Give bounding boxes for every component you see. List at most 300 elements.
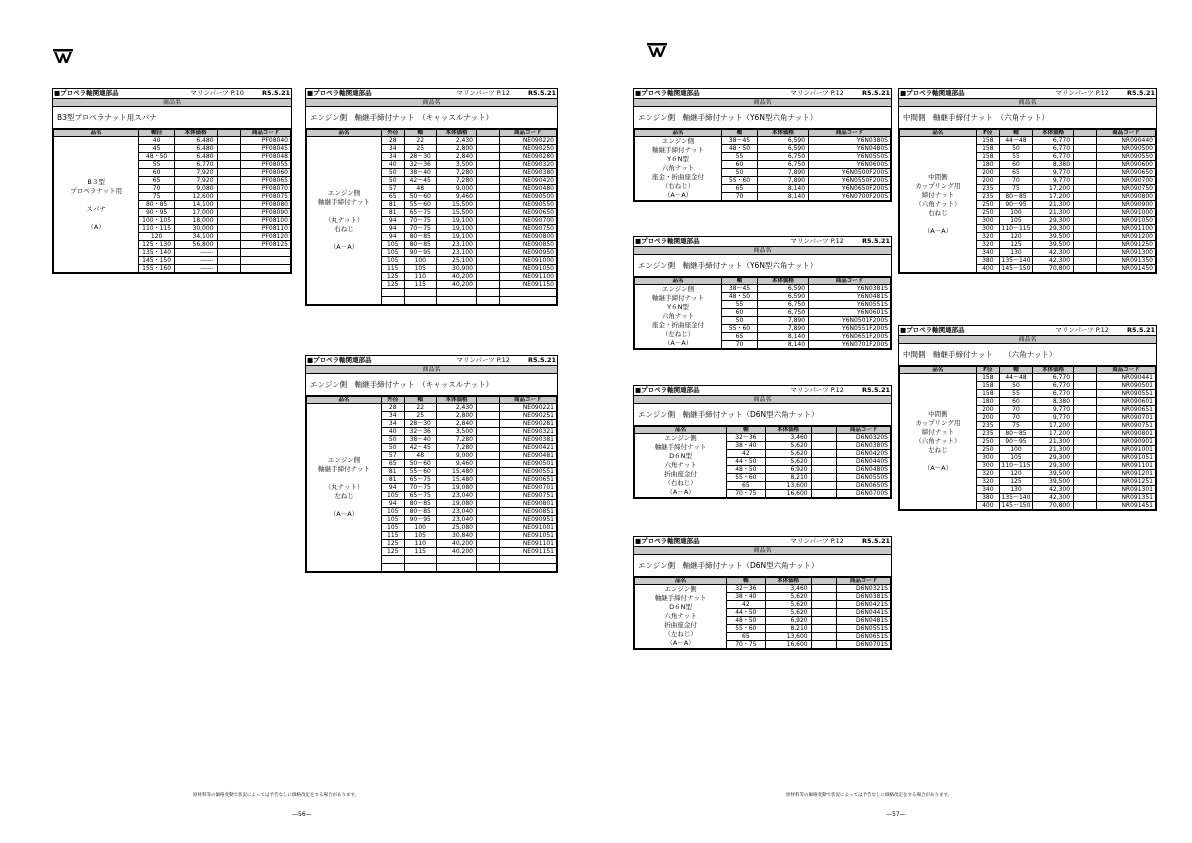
- size-value: 50: [382, 177, 405, 185]
- product-code: Y6N0381S: [809, 285, 891, 293]
- size-value: [1074, 161, 1097, 169]
- price-value: 15,500: [437, 201, 477, 209]
- product-code: Y6N0600S: [809, 161, 891, 169]
- size-value: 158: [976, 382, 999, 390]
- catalog-reference: マリンパーツ P.12: [456, 89, 510, 97]
- price-value: 6,480: [174, 153, 217, 161]
- size-value: [217, 169, 241, 177]
- size-value: 81: [382, 476, 405, 484]
- price-value: 39,500: [1033, 233, 1074, 241]
- size-value: 42～45: [404, 177, 437, 185]
- product-name-line: エンジン側: [661, 285, 695, 293]
- size-value: [811, 458, 837, 466]
- size-value: [477, 289, 500, 297]
- size-value: 94: [382, 233, 405, 241]
- size-value: [477, 257, 500, 265]
- size-value: [1074, 193, 1097, 201]
- size-value: [382, 564, 405, 572]
- table-header-row: [307, 130, 557, 137]
- size-value: 90～95: [999, 201, 1032, 209]
- size-value: [477, 420, 500, 428]
- table-header-row: [54, 130, 291, 137]
- product-name-line: 軸継手締付ナット: [318, 465, 370, 473]
- product-name-line: （A－A）: [666, 639, 695, 647]
- product-name-cell: [900, 374, 977, 510]
- size-value: 158: [976, 145, 999, 153]
- price-value: 30,000: [174, 225, 217, 233]
- product-code: NE091001: [499, 524, 557, 532]
- product-name-line: [308, 234, 380, 243]
- size-value: 130: [999, 486, 1032, 494]
- size-value: 70・75: [727, 490, 765, 498]
- size-value: 65～75: [404, 209, 437, 217]
- size-value: 100・105: [139, 217, 175, 225]
- product-code: NE090501: [499, 460, 557, 468]
- price-value: 6,770: [1033, 153, 1074, 161]
- size-value: 94: [382, 500, 405, 508]
- size-value: 65: [999, 169, 1032, 177]
- size-value: 135～140: [999, 494, 1032, 502]
- size-value: 32～36: [727, 585, 765, 593]
- size-value: [477, 265, 500, 273]
- price-value: 19,100: [437, 225, 477, 233]
- size-value: 130: [999, 249, 1032, 257]
- product-code: Y6N0481S: [809, 293, 891, 301]
- product-code: D6N0701S: [837, 641, 891, 649]
- product-name-line: プロペラナット用: [70, 186, 123, 195]
- size-value: 60: [999, 161, 1032, 169]
- size-value: 115: [382, 532, 405, 540]
- product-code: D6N0441S: [837, 609, 891, 617]
- price-value: 7,920: [174, 169, 217, 177]
- price-value: 40,200: [437, 281, 477, 289]
- size-value: 158: [976, 390, 999, 398]
- product-code: PF08060: [241, 169, 291, 177]
- size-value: [1074, 374, 1097, 382]
- product-code: NR090551: [1097, 390, 1156, 398]
- size-value: 38～40: [404, 436, 437, 444]
- product-code: D6N0480S: [837, 466, 891, 474]
- product-title: エンジン側 軸継手締付ナット （キャッスルナット）: [306, 107, 557, 129]
- product-code: NE090851: [499, 508, 557, 516]
- column-header: [1074, 130, 1097, 137]
- product-code: NR091101: [1097, 462, 1156, 470]
- price-value: 42,300: [1033, 494, 1074, 502]
- size-value: 50: [722, 169, 758, 177]
- size-value: 125: [382, 273, 405, 281]
- brand-logo-icon: [52, 48, 74, 64]
- size-value: [1074, 478, 1097, 486]
- price-value: 19,080: [437, 484, 477, 492]
- product-name-line: Y６N型: [667, 155, 689, 163]
- size-value: 50: [382, 444, 405, 452]
- size-value: 94: [382, 217, 405, 225]
- product-name-line: （六角ナット）: [915, 437, 961, 445]
- price-value: 7,890: [757, 317, 808, 325]
- product-name-line: エンジン側: [664, 585, 697, 593]
- size-value: 340: [976, 249, 999, 257]
- product-name-line: 座金・折曲座金付: [652, 173, 705, 181]
- product-name-line: （右ねじ）: [661, 182, 695, 190]
- size-value: 115: [382, 265, 405, 273]
- size-value: 25: [404, 145, 437, 153]
- size-value: [1074, 153, 1097, 161]
- product-name-line: 中間側: [928, 410, 948, 418]
- product-name-line: 座金・折曲座金付: [652, 321, 705, 329]
- size-value: 135・140: [139, 249, 175, 257]
- size-value: 320: [976, 241, 999, 249]
- product-name-line: 右ねじ: [928, 209, 948, 217]
- product-code: NE090250: [499, 145, 557, 153]
- price-value: 29,300: [1033, 217, 1074, 225]
- price-value: 6,770: [1033, 390, 1074, 398]
- price-value: 40,200: [437, 273, 477, 281]
- product-code: NR090651: [1097, 406, 1156, 414]
- price-table-block: [633, 88, 892, 202]
- price-value: 70,800: [1033, 502, 1074, 510]
- price-table-block: [633, 385, 892, 499]
- product-code: NE090651: [499, 476, 557, 484]
- size-value: 48: [404, 452, 437, 460]
- size-value: [477, 484, 500, 492]
- product-code: D6N0440S: [837, 458, 891, 466]
- product-name-heading: 商品名: [306, 99, 557, 107]
- size-value: [477, 540, 500, 548]
- price-value: 17,200: [1033, 430, 1074, 438]
- product-name-line: 軸継手締付ナット: [652, 294, 704, 302]
- product-name-line: [308, 501, 380, 510]
- product-code: PF08055: [241, 161, 291, 169]
- section-label: ■プロペラ軸関連部品: [900, 326, 965, 334]
- size-value: [1074, 241, 1097, 249]
- size-value: [811, 474, 837, 482]
- product-code: NE090280: [499, 153, 557, 161]
- block-header: [634, 386, 891, 396]
- size-value: 100: [404, 524, 437, 532]
- product-name-line: エンジン側: [327, 189, 361, 197]
- size-value: [811, 641, 837, 649]
- size-value: [1074, 185, 1097, 193]
- product-name-line: 六角ナット: [664, 612, 697, 620]
- size-value: [477, 444, 500, 452]
- product-code: NE091151: [499, 548, 557, 556]
- product-code: PF08080: [241, 201, 291, 209]
- price-value: 23,040: [437, 508, 477, 516]
- column-header: [811, 427, 837, 434]
- revision-date: R5.5.21: [861, 537, 890, 545]
- product-code: PF08110: [241, 225, 291, 233]
- price-value: 39,500: [1033, 241, 1074, 249]
- size-value: [217, 145, 241, 153]
- catalog-reference: マリンパーツ P.12: [790, 89, 844, 97]
- size-value: 200: [976, 177, 999, 185]
- size-value: 50～60: [404, 193, 437, 201]
- size-value: 120: [999, 233, 1032, 241]
- product-name-line: 締付ナット: [921, 191, 955, 199]
- price-value: 17,200: [1033, 185, 1074, 193]
- product-code: NE090320: [499, 161, 557, 169]
- size-value: 65: [722, 185, 758, 193]
- size-value: 48・50: [139, 153, 175, 161]
- price-value: 39,500: [1033, 478, 1074, 486]
- size-value: [811, 466, 837, 474]
- size-value: [477, 476, 500, 484]
- price-value: 3,500: [437, 428, 477, 436]
- size-value: 55・60: [722, 325, 758, 333]
- product-code: NE090751: [499, 492, 557, 500]
- column-header: 軸: [404, 397, 437, 404]
- price-value: 13,600: [765, 482, 811, 490]
- size-value: [477, 297, 500, 305]
- size-value: 55～60: [404, 468, 437, 476]
- column-header: F径: [976, 367, 999, 374]
- size-value: 57: [382, 185, 405, 193]
- size-value: 105: [382, 516, 405, 524]
- product-code: NE090421: [499, 444, 557, 452]
- size-value: 42～45: [404, 444, 437, 452]
- size-value: 80～85: [404, 508, 437, 516]
- size-value: 70～75: [404, 217, 437, 225]
- column-header: [1074, 367, 1097, 374]
- size-value: 400: [976, 502, 999, 510]
- price-value: 6,590: [757, 293, 808, 301]
- size-value: 65: [727, 633, 765, 641]
- product-code: [499, 564, 557, 572]
- size-value: 34: [382, 420, 405, 428]
- product-title: エンジン側 軸継手締付ナット（Y6N型六角ナット）: [634, 107, 891, 129]
- product-code: PF08120: [241, 233, 291, 241]
- size-value: 380: [976, 257, 999, 265]
- size-value: 55・60: [722, 177, 758, 185]
- size-value: [1074, 233, 1097, 241]
- size-value: 105: [999, 217, 1032, 225]
- section-label: ■プロペラ軸関連部品: [307, 89, 372, 97]
- product-code: NE090801: [499, 500, 557, 508]
- size-value: [811, 585, 837, 593]
- product-name-line: （A－A）: [666, 488, 695, 496]
- product-name-line: 軸継手締付ナット: [654, 443, 707, 451]
- size-value: [1074, 446, 1097, 454]
- catalog-reference: マリンパーツ P.10: [190, 89, 244, 97]
- size-value: 105: [404, 532, 437, 540]
- size-value: 200: [976, 406, 999, 414]
- size-value: 50: [722, 317, 758, 325]
- product-title: エンジン側 軸継手締付ナット（D6N型六角ナット）: [634, 555, 891, 577]
- size-value: 32～36: [404, 428, 437, 436]
- size-value: [811, 442, 837, 450]
- product-name-heading: 商品名: [634, 547, 891, 555]
- product-name-line: D６N型: [669, 603, 693, 611]
- product-code: Y6N0701F200S: [809, 341, 891, 349]
- product-name-line: 六角ナット: [664, 461, 697, 469]
- size-value: [1074, 502, 1097, 510]
- column-header: 本体価格: [1033, 130, 1074, 137]
- table-row: [635, 137, 891, 145]
- price-value: 9,460: [437, 460, 477, 468]
- size-value: 100: [999, 209, 1032, 217]
- section-label: ■プロペラ軸関連部品: [635, 386, 700, 394]
- product-name-line: 中間側: [928, 173, 948, 181]
- size-value: [1074, 398, 1097, 406]
- price-value: 16,600: [765, 641, 811, 649]
- price-value: 7,280: [437, 177, 477, 185]
- price-value: 8,210: [765, 625, 811, 633]
- product-name-line: 軸継手締付ナット: [318, 198, 370, 206]
- size-value: 235: [976, 430, 999, 438]
- price-value: 5,620: [765, 458, 811, 466]
- size-value: 100: [999, 446, 1032, 454]
- price-value: 5,620: [765, 442, 811, 450]
- size-value: 380: [976, 494, 999, 502]
- size-value: [217, 241, 241, 249]
- product-code: NE090650: [499, 209, 557, 217]
- product-name-line: （A）: [87, 222, 105, 231]
- size-value: [1074, 249, 1097, 257]
- price-value: 30,900: [437, 265, 477, 273]
- price-value: 3,460: [765, 434, 811, 442]
- product-code: PF08125: [241, 241, 291, 249]
- size-value: [217, 225, 241, 233]
- size-value: [1074, 201, 1097, 209]
- size-value: 158: [976, 137, 999, 145]
- product-name-line: Y６N型: [667, 303, 689, 311]
- size-value: 38・40: [727, 442, 765, 450]
- size-value: [437, 556, 477, 564]
- size-value: 55・60: [727, 625, 765, 633]
- size-value: 60: [722, 309, 758, 317]
- size-value: 34: [382, 153, 405, 161]
- product-code: NR090700: [1097, 177, 1156, 185]
- column-header: 本体価格: [437, 397, 477, 404]
- price-value: 6,770: [174, 161, 217, 169]
- price-value: 5,620: [765, 593, 811, 601]
- product-name-line: D６N型: [669, 452, 693, 460]
- product-code: NR090601: [1097, 398, 1156, 406]
- block-header: [634, 537, 891, 547]
- price-table-block: [305, 88, 558, 306]
- price-value: 8,140: [757, 193, 808, 201]
- product-code: Y6N0551F200S: [809, 325, 891, 333]
- size-value: 55: [722, 301, 758, 309]
- size-value: 158: [976, 374, 999, 382]
- size-value: 22: [404, 404, 437, 412]
- product-code: NR091300: [1097, 249, 1156, 257]
- size-value: 320: [976, 478, 999, 486]
- product-code: NR091001: [1097, 446, 1156, 454]
- price-change-footnote: 原材料等の価格変動で状況によっては予告なしに価格改定をする場合があります。: [786, 793, 953, 798]
- size-value: [477, 185, 500, 193]
- size-value: 80～85: [999, 193, 1032, 201]
- size-value: 125: [382, 281, 405, 289]
- size-value: [811, 490, 837, 498]
- size-value: 70～75: [404, 225, 437, 233]
- revision-date: R5.5.21: [861, 237, 890, 245]
- price-value: 19,100: [437, 217, 477, 225]
- product-code: NR091251: [1097, 478, 1156, 486]
- catalog-reference: マリンパーツ P.12: [790, 537, 844, 545]
- size-value: [477, 281, 500, 289]
- size-value: 48・50: [727, 617, 765, 625]
- product-title: 中間側 軸継手締付ナット （六角ナット）: [899, 344, 1156, 366]
- product-code: Y6N0380S: [809, 137, 891, 145]
- price-change-footnote: 原材料等の価格変動で状況によっては予告なしに価格改定をする場合があります。: [193, 793, 360, 798]
- column-header: 本体価格: [174, 130, 217, 137]
- product-name-line: （A－A）: [923, 227, 953, 235]
- product-code: NR091200: [1097, 233, 1156, 241]
- price-value: 2,800: [437, 145, 477, 153]
- size-value: 55・60: [727, 474, 765, 482]
- product-code: D6N0650S: [837, 482, 891, 490]
- column-header: 品名: [54, 130, 139, 137]
- column-header: [217, 130, 241, 137]
- catalog-reference: マリンパーツ P.12: [1055, 326, 1109, 334]
- product-code: D6N0551S: [837, 625, 891, 633]
- product-code: NR090801: [1097, 430, 1156, 438]
- product-name-line: 六角ナット: [661, 312, 695, 320]
- size-value: [217, 265, 241, 273]
- price-value: 6,590: [757, 285, 808, 293]
- product-title: 中間側 軸継手締付ナット （六角ナット）: [899, 107, 1156, 129]
- product-code: Y6N0550F200S: [809, 177, 891, 185]
- price-value: 8,140: [757, 333, 808, 341]
- size-value: [477, 209, 500, 217]
- product-name-heading: 商品名: [634, 99, 891, 107]
- column-header: 軸: [722, 130, 758, 137]
- product-name-heading: 商品名: [899, 99, 1156, 107]
- price-value: 6,920: [765, 617, 811, 625]
- price-value: 21,300: [1033, 438, 1074, 446]
- price-value: 9,770: [1033, 169, 1074, 177]
- product-code: NE090800: [499, 233, 557, 241]
- product-code: Y6N0651F200S: [809, 333, 891, 341]
- product-code: D6N0321S: [837, 585, 891, 593]
- price-value: 8,380: [1033, 398, 1074, 406]
- product-name-cell: [635, 434, 727, 498]
- section-label: ■プロペラ軸関連部品: [307, 356, 372, 364]
- product-code: Y6N0601S: [809, 309, 891, 317]
- product-name-line: （左ねじ）: [664, 630, 697, 638]
- price-table: [306, 129, 557, 305]
- product-code: PF08100: [241, 217, 291, 225]
- column-header: 商品コード: [1097, 367, 1156, 374]
- column-header: 品名: [307, 130, 382, 137]
- product-name-line: [55, 214, 137, 223]
- size-value: [477, 556, 500, 564]
- size-value: 110～115: [999, 225, 1032, 233]
- size-value: [1074, 265, 1097, 273]
- size-value: [217, 185, 241, 193]
- price-value: 25,080: [437, 524, 477, 532]
- size-value: 100: [404, 257, 437, 265]
- product-code: NR090800: [1097, 193, 1156, 201]
- size-value: 235: [976, 193, 999, 201]
- revision-date: R5.5.21: [861, 89, 890, 97]
- product-code: NR091100: [1097, 225, 1156, 233]
- size-value: 120: [999, 470, 1032, 478]
- product-name-cell: [635, 137, 722, 201]
- size-value: 300: [976, 454, 999, 462]
- column-header: 軸径: [139, 130, 175, 137]
- size-value: 48: [404, 185, 437, 193]
- size-value: 200: [976, 414, 999, 422]
- size-value: 50: [382, 169, 405, 177]
- product-name-line: （丸ナット）: [324, 216, 364, 224]
- size-value: 90～95: [404, 249, 437, 257]
- size-value: [811, 601, 837, 609]
- size-value: [1074, 137, 1097, 145]
- product-code: NR090900: [1097, 201, 1156, 209]
- size-value: 158: [976, 153, 999, 161]
